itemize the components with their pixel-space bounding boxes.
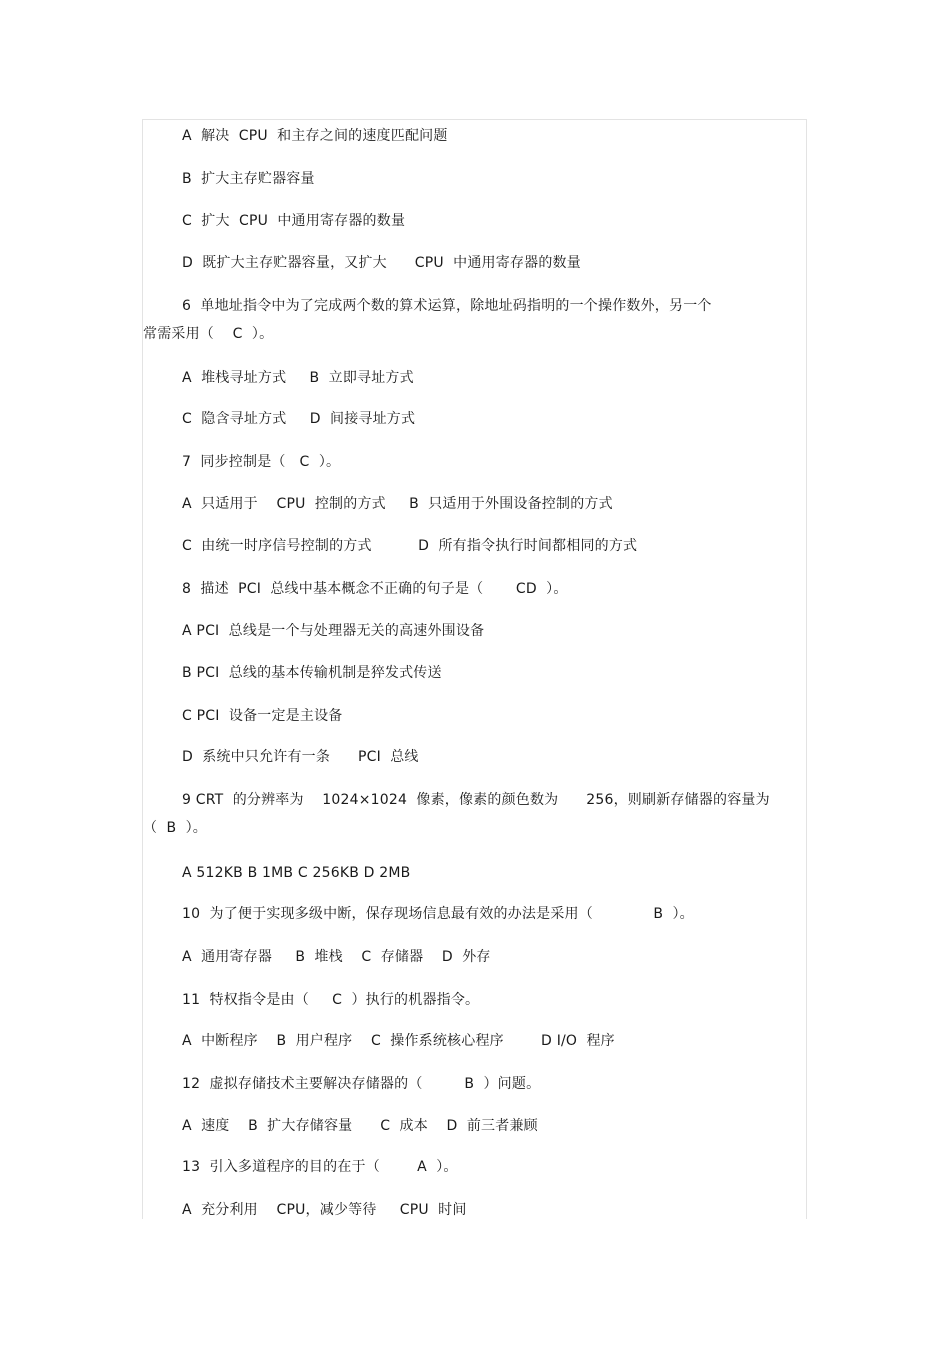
question-line: 9 CRT 的分辨率为 1024×1024 像素，像素的颜色数为 256，则刷新存储器的容量为 xyxy=(182,792,770,808)
question-line: 13 引入多道程序的目的在于（ A ）。 xyxy=(182,1159,458,1175)
question-line-continued: 常需采用（ C ）。 xyxy=(143,326,274,342)
option-line: A 通用寄存器 B 堆栈 C 存储器 D 外存 xyxy=(182,949,491,965)
option-line: A 充分利用 CPU，减少等待 CPU 时间 xyxy=(182,1202,467,1218)
question-line: 8 描述 PCI 总线中基本概念不正确的句子是（ CD ）。 xyxy=(182,581,568,597)
option-line: A 只适用于 CPU 控制的方式 B 只适用于外围设备控制的方式 xyxy=(182,496,613,512)
question-line: 7 同步控制是（ C ）。 xyxy=(182,454,341,470)
option-line: A 中断程序 B 用户程序 C 操作系统核心程序 D I/O 程序 xyxy=(182,1033,615,1049)
option-line: C 由统一时序信号控制的方式 D 所有指令执行时间都相同的方式 xyxy=(182,538,638,554)
question-line: 6 单地址指令中为了完成两个数的算术运算，除地址码指明的一个操作数外，另一个 xyxy=(182,298,712,314)
option-line: A 512KB B 1MB C 256KB D 2MB xyxy=(182,865,411,881)
option-line: D 既扩大主存贮器容量，又扩大 CPU 中通用寄存器的数量 xyxy=(182,255,581,271)
option-line: B 扩大主存贮器容量 xyxy=(182,171,315,187)
option-line: D 系统中只允许有一条 PCI 总线 xyxy=(182,749,419,765)
option-line: A PCI 总线是一个与处理器无关的高速外围设备 xyxy=(182,623,485,639)
question-line: 11 特权指令是由（ C ）执行的机器指令。 xyxy=(182,992,480,1008)
option-line: C PCI 设备一定是主设备 xyxy=(182,708,343,724)
question-line-continued: （ B ）。 xyxy=(143,820,208,836)
option-line: A 速度 B 扩大存储容量 C 成本 D 前三者兼顾 xyxy=(182,1118,538,1134)
option-line: A 解决 CPU 和主存之间的速度匹配问题 xyxy=(182,128,448,144)
option-line: A 堆栈寻址方式 B 立即寻址方式 xyxy=(182,370,414,386)
option-line: B PCI 总线的基本传输机制是猝发式传送 xyxy=(182,665,442,681)
question-line: 12 虚拟存储技术主要解决存储器的（ B ）问题。 xyxy=(182,1076,541,1092)
question-line: 10 为了便于实现多级中断，保存现场信息最有效的办法是采用（ B ）。 xyxy=(182,906,694,922)
option-line: C 扩大 CPU 中通用寄存器的数量 xyxy=(182,213,406,229)
option-line: C 隐含寻址方式 D 间接寻址方式 xyxy=(182,411,416,427)
